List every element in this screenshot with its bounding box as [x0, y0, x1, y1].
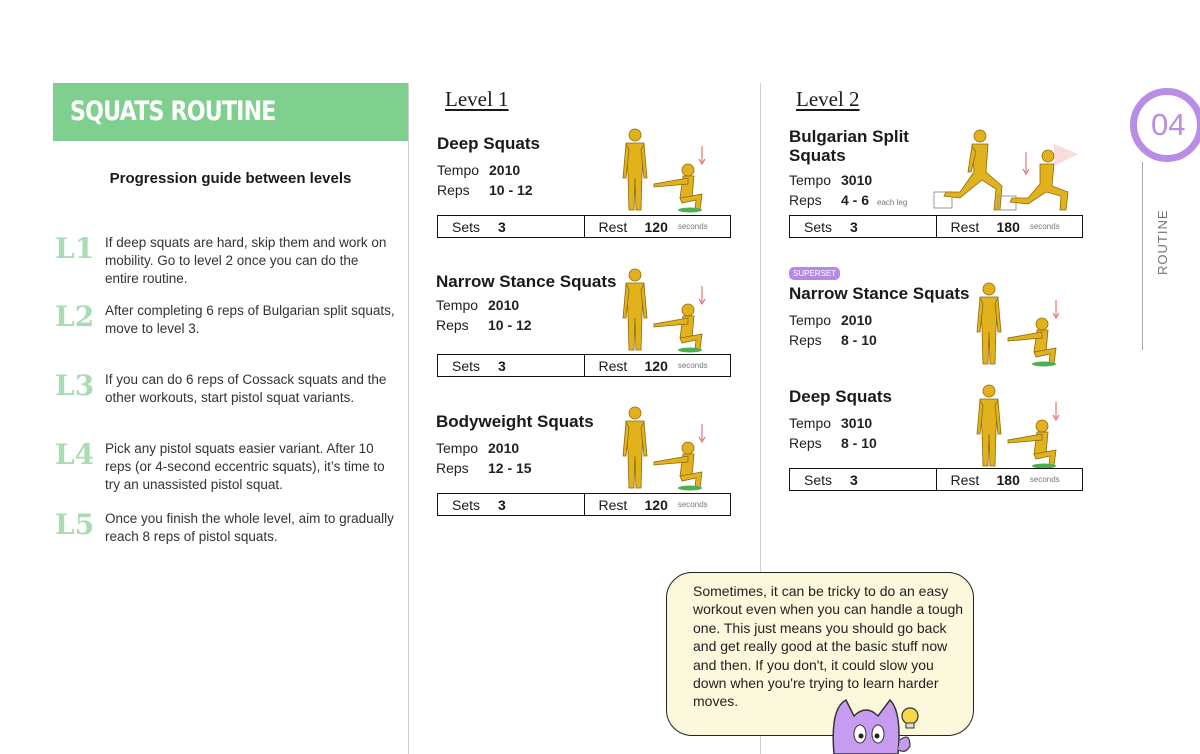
reps-value: 8 - 10 [841, 332, 877, 348]
sets-rest-box [789, 468, 1083, 491]
level-tag: L2 [55, 300, 95, 333]
squatting-figure [654, 146, 705, 213]
rest-label: Rest [950, 218, 980, 235]
reps-label: Reps [789, 192, 822, 208]
tempo-value: 3010 [841, 415, 873, 431]
rest-value: 120 [644, 496, 668, 513]
reps-label: Reps [436, 460, 469, 476]
tip-text: Sometimes, it can be tricky to do an easy workout even when you can handle a tough one. This just means you should go back and get really good at the basic stuff now and then. If you don't, it could slow you down when you're trying to learn harder moves. [693, 583, 964, 710]
standing-figure [623, 407, 647, 488]
exercise-card [789, 127, 939, 208]
sets-label: Sets [452, 357, 481, 374]
reps-value: 8 - 10 [841, 435, 877, 451]
rest-unit: seconds [677, 222, 708, 231]
rest-unit: seconds [1029, 222, 1060, 231]
level-tag: L5 [55, 508, 95, 541]
squatting-figure [654, 286, 705, 353]
tempo-label: Tempo [789, 415, 832, 431]
reps-value: 10 - 12 [489, 182, 533, 198]
level-2-heading: Level 2 [796, 87, 860, 111]
narrow-squat-illustration [610, 266, 720, 354]
reps-note: each leg [877, 198, 908, 207]
level-tag: L1 [55, 232, 95, 265]
rest-unit: seconds [677, 500, 708, 509]
level-tag: L4 [55, 438, 95, 471]
bulgarian-split-squat-illustration [930, 126, 1080, 214]
sets-value: 3 [498, 357, 506, 374]
sets-label: Sets [452, 218, 481, 235]
narrow-squat-illustration [964, 280, 1074, 368]
sets-rest-box [789, 215, 1083, 238]
tempo-label: Tempo [436, 440, 479, 456]
sets-label: Sets [804, 218, 833, 235]
column-divider [408, 83, 409, 754]
deep-squat-illustration [610, 126, 720, 214]
rest-unit: seconds [677, 361, 708, 370]
rest-value: 180 [996, 471, 1020, 488]
progression-title: Progression guide between levels [109, 170, 352, 187]
reps-label: Reps [789, 435, 822, 451]
standing-figure [977, 385, 1001, 466]
reps-value: 10 - 12 [488, 317, 532, 333]
level-tag: L3 [55, 369, 95, 402]
mascot-illustration [826, 694, 926, 754]
sets-value: 3 [498, 496, 506, 513]
tempo-value: 2010 [841, 312, 873, 328]
exercise-name: Deep Squats [437, 134, 540, 153]
level-guide-text: Once you finish the whole level, aim to gradually reach 8 reps of pistol squats. [105, 511, 394, 544]
sets-label: Sets [452, 496, 481, 513]
title-band [53, 83, 408, 141]
sets-rest-box [437, 493, 731, 516]
sets-value: 3 [850, 471, 858, 488]
exercise-name: Narrow Stance Squats [789, 284, 970, 303]
chapter-divider [1142, 162, 1143, 350]
standing-figure [623, 129, 647, 210]
tempo-value: 2010 [488, 297, 520, 313]
reps-label: Reps [436, 317, 469, 333]
bodyweight-squat-illustration [610, 404, 720, 492]
chapter-label: ROUTINE [1155, 209, 1170, 275]
sets-label: Sets [804, 471, 833, 488]
exercise-name: Bulgarian Split Squats [789, 127, 909, 165]
level-guide-text: Pick any pistol squats easier variant. After 10 reps (or 4-second eccentric squats), it’s time to try an unassisted pistol squat. [105, 441, 385, 492]
exercise-name: Narrow Stance Squats [436, 272, 617, 291]
split-squat-figure [998, 144, 1078, 210]
rest-value: 120 [644, 218, 668, 235]
split-squat-figure [934, 130, 1002, 210]
lightbulb-icon [902, 708, 918, 728]
level-guide-text: If you can do 6 reps of Cossack squats and the other workouts, start pistol squat variants. [105, 372, 387, 405]
tempo-label: Tempo [789, 312, 832, 328]
standing-figure [623, 269, 647, 350]
sets-value: 3 [498, 218, 506, 235]
rest-label: Rest [598, 218, 628, 235]
exercise-name: Deep Squats [789, 387, 892, 406]
rest-value: 120 [644, 357, 668, 374]
rest-value: 180 [996, 218, 1020, 235]
rest-label: Rest [598, 357, 628, 374]
squatting-figure [1008, 402, 1059, 469]
level-guide-text: After completing 6 reps of Bulgarian split squats, move to level 3. [105, 303, 395, 336]
squatting-figure [654, 424, 705, 491]
level-guide-text: If deep squats are hard, skip them and work on mobility. Go to level 2 once you can do the entire routine. [105, 235, 387, 286]
sets-rest-box [437, 354, 731, 377]
squatting-figure [1008, 300, 1059, 367]
tempo-value: 2010 [489, 162, 521, 178]
standing-figure [977, 283, 1001, 364]
page-title: SQUATS ROUTINE [70, 96, 276, 127]
reps-value: 4 - 6 [841, 192, 870, 208]
rest-label: Rest [598, 496, 628, 513]
tempo-label: Tempo [437, 162, 480, 178]
tempo-value: 2010 [488, 440, 520, 456]
reps-label: Reps [437, 182, 470, 198]
sets-rest-box [437, 215, 731, 238]
deep-squat-illustration [964, 382, 1074, 470]
superset-badge: SUPERSET [789, 267, 840, 280]
tempo-label: Tempo [436, 297, 479, 313]
reps-value: 12 - 15 [488, 460, 532, 476]
rest-unit: seconds [1029, 475, 1060, 484]
level-1-heading: Level 1 [445, 87, 509, 111]
rest-label: Rest [950, 471, 980, 488]
chapter-number: 04 [1151, 107, 1186, 142]
exercise-name: Bodyweight Squats [436, 412, 594, 431]
reps-label: Reps [789, 332, 822, 348]
tempo-label: Tempo [789, 172, 832, 188]
sets-value: 3 [850, 218, 858, 235]
tempo-value: 3010 [841, 172, 873, 188]
